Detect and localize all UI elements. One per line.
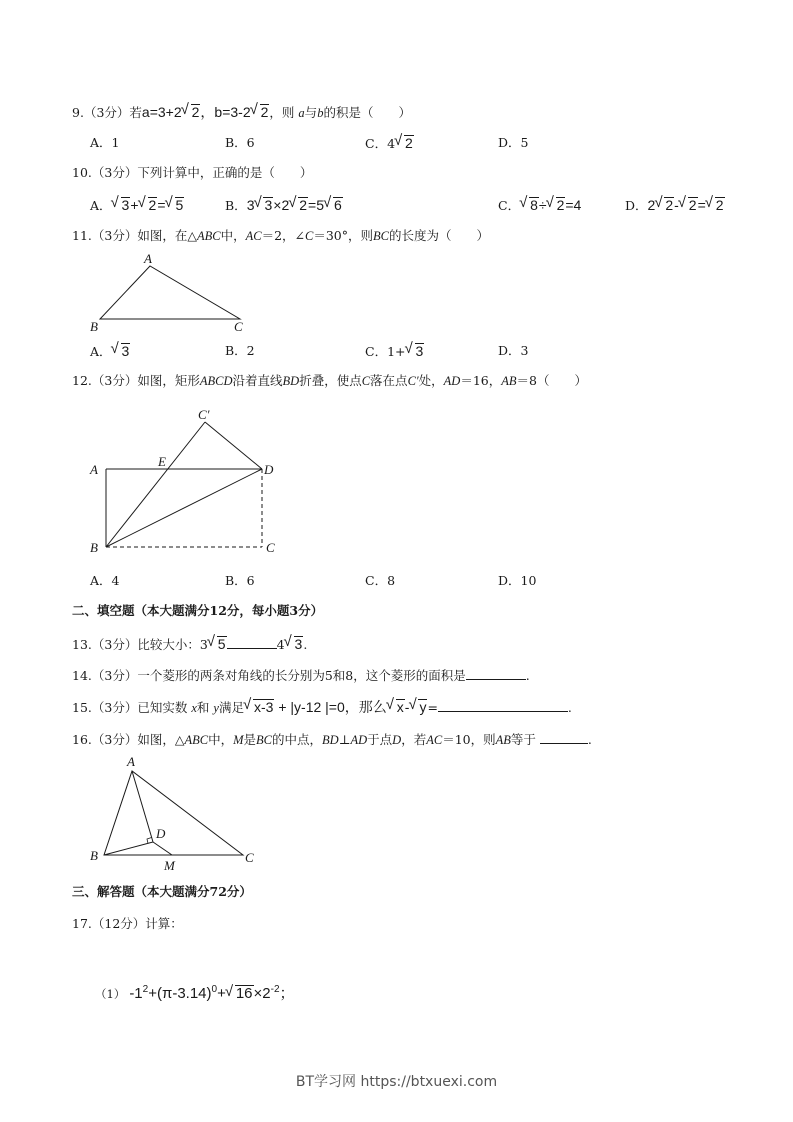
- sqrt: √ 2: [182, 104, 201, 120]
- question-12: 12.（3分）如图，矩形ABCD沿着直线BD折叠，使点C落在点C′处，AD＝16，AB＝8（ ）: [72, 373, 587, 388]
- section-3-title: 三、解答题（本大题满分72分）: [72, 884, 252, 899]
- q12-option-c: C．8: [365, 573, 396, 588]
- label-c: C: [234, 319, 243, 334]
- svg-text:D: D: [264, 462, 274, 477]
- q9-number: 9.: [72, 105, 84, 120]
- footer-watermark: BT学习网 https://btxuexi.com: [295, 1074, 498, 1090]
- question-15: 15.（3分）已知实数 x和 y满足 √ x-3 + |y-12 |=0，那么 √ x- √ y= .: [72, 697, 572, 716]
- svg-text:C: C: [245, 850, 254, 865]
- q11-option-b: B．2: [225, 343, 255, 358]
- svg-text:D: D: [156, 826, 166, 841]
- svg-text:A: A: [127, 754, 135, 769]
- svg-text:C: C: [266, 540, 275, 555]
- question-10: 10.（3分）下列计算中，正确的是（ ）: [72, 165, 313, 180]
- question-17: 17.（12分）计算：: [72, 916, 183, 931]
- q9-option-b: B．6: [225, 135, 255, 150]
- question-13: 13.（3分）比较大小：3 √ 5 4 √ 3.: [72, 634, 307, 653]
- q11-option-a: A． √ 3: [90, 342, 130, 361]
- question-14: 14.（3分）一个菱形的两条对角线的长分别为5和8，这个菱形的面积是 .: [72, 665, 530, 684]
- q10-option-a: A． √ 3+ √ 2= √ 5: [90, 196, 184, 215]
- q9-a-expr: a=3+2: [141, 104, 182, 120]
- q17-part-1: （1） $-1^2+(\pi-3.14)^0+$ √ $16\times 2^{-2}$；: [95, 984, 295, 1004]
- question-16: 16.（3分）如图，△ABC中，M是BC的中点，BD⊥AD于点D，若AC＝10，则AB等于 .: [72, 729, 592, 748]
- q9-stem: 若: [129, 105, 142, 120]
- svg-text:A: A: [90, 462, 98, 477]
- section-2-title: 二、填空题（本大题满分12分，每小题3分）: [72, 603, 324, 618]
- label-b: B: [90, 319, 98, 334]
- svg-text:B: B: [90, 540, 98, 555]
- question-11: 11.（3分）如图，在△ABC中，AC＝2，∠C＝30°，则BC的长度为（ ）: [72, 228, 490, 243]
- label-c-prime: C′: [198, 407, 210, 422]
- q11-option-d: D．3: [498, 343, 529, 358]
- q12-option-d: D．10: [498, 573, 537, 588]
- q9-score: （3分）: [83, 105, 130, 120]
- q10-option-b: B．3 √ 3×2 √ 2=5 √ 6: [225, 196, 343, 215]
- label-a: A: [144, 251, 152, 266]
- question-9: 9.（3分）若a=3+2 √ 2，b=3-2 √ 2，则 a与b的积是（ ）: [72, 104, 411, 121]
- var-b: b: [317, 106, 324, 120]
- svg-text:M: M: [164, 858, 175, 873]
- q9-option-a: A．1: [90, 135, 120, 150]
- q9-option-c: C．4 √ 2: [365, 134, 414, 153]
- svg-text:E: E: [158, 454, 166, 469]
- q10-option-d: D．2 √ 2- √ 2= √ 2: [625, 196, 725, 215]
- svg-text:B: B: [90, 848, 98, 863]
- q12-option-a: A．4: [90, 573, 120, 588]
- var-a: a: [298, 106, 305, 120]
- q10-option-c: C． √ 8÷ √ 2=4: [498, 196, 581, 215]
- sqrt: √ 2: [251, 104, 270, 120]
- q12-option-b: B．6: [225, 573, 255, 588]
- q9-option-d: D．5: [498, 135, 529, 150]
- q9-b-expr: ，b=3-2: [200, 104, 251, 120]
- q11-option-c: C．1+ √ 3: [365, 342, 424, 361]
